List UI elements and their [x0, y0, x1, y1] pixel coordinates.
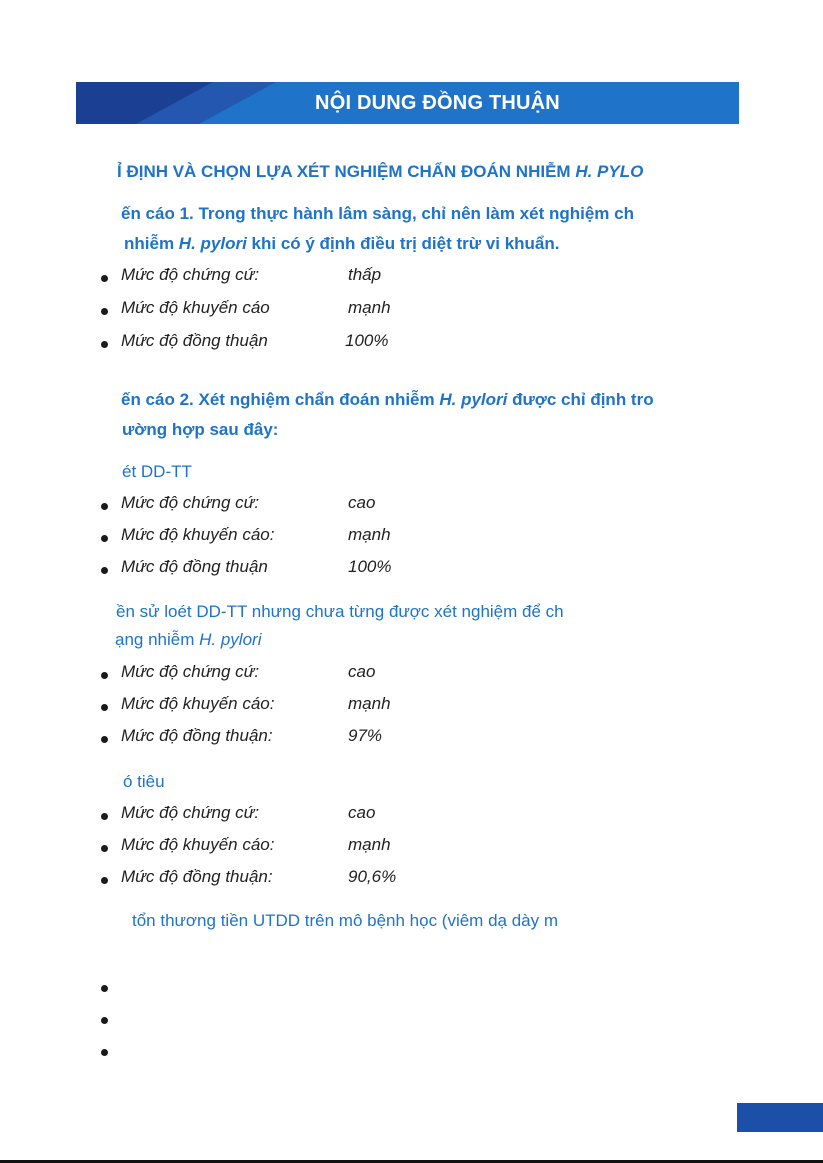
case2-title-line2-italic: H. pylori	[199, 630, 262, 649]
rating-label: Mức độ đồng thuận	[121, 331, 268, 350]
bullet-icon	[101, 567, 108, 574]
rating-label: Mức độ đồng thuận:	[121, 726, 273, 745]
bullet-icon	[101, 1049, 108, 1056]
rating-label: Mức độ đồng thuận:	[121, 867, 273, 886]
page-number-tab	[737, 1103, 823, 1132]
rating-value: mạnh	[348, 525, 391, 544]
rec1-line2	[124, 234, 560, 254]
bullet-icon	[101, 503, 108, 510]
rec1-line2-suffix: khi có ý định điều trị diệt trừ vi khuẩn.	[246, 234, 560, 253]
rating-label: Mức độ khuyến cáo:	[121, 835, 275, 854]
bullet-icon	[101, 1017, 108, 1024]
bullet-icon	[101, 736, 108, 743]
rating-value: 100%	[345, 331, 389, 350]
rating-value: thấp	[348, 265, 382, 284]
rating-label: Mức độ chứng cứ:	[121, 493, 260, 512]
case4-bullet-2	[100, 1007, 500, 1031]
rec1-line2-text: nhiễm	[124, 234, 179, 253]
case3-rating-recommendation	[100, 835, 500, 859]
rating-value: cao	[348, 662, 376, 681]
rating-label: Mức độ chứng cứ:	[121, 662, 260, 681]
bullet-icon	[101, 535, 108, 542]
rating-label: Mức độ chứng cứ:	[121, 803, 260, 822]
case2-title-line2-text: ạng nhiễm	[115, 630, 200, 649]
case2-title-line2	[115, 630, 261, 650]
rec1-rating-recommendation	[100, 298, 500, 322]
rec1-line1: ến cáo 1. Trong thực hành lâm sàng, chỉ nên làm xét nghiệm ch	[121, 204, 634, 223]
section-heading	[117, 162, 643, 182]
rating-label: Mức độ khuyến cáo:	[121, 525, 275, 544]
case2-title: ền sử loét DD-TT nhưng chưa từng được xét nghiệm để ch	[116, 602, 564, 621]
rec2-line1-italic: H. pylori	[439, 390, 508, 409]
rec1-rating-evidence	[100, 265, 500, 289]
case1-rating-recommendation	[100, 525, 500, 549]
case1-title: ét DD-TT	[122, 462, 192, 481]
rating-value: cao	[348, 493, 376, 512]
rating-value: 97%	[348, 726, 383, 745]
bullet-icon	[101, 672, 108, 679]
rating-value: mạnh	[348, 835, 391, 854]
case3-title: ó tiêu	[123, 772, 165, 791]
bullet-icon	[101, 341, 108, 348]
case2-rating-consensus	[100, 726, 500, 750]
rating-label: Mức độ chứng cứ:	[121, 265, 260, 284]
rating-value: mạnh	[348, 694, 391, 713]
rating-label: Mức độ khuyến cáo	[121, 298, 270, 317]
section-heading-text: Ỉ ĐỊNH VÀ CHỌN LỰA XÉT NGHIỆM CHẨN ĐOÁN NHIỄM	[117, 162, 576, 181]
rating-label: Mức độ khuyến cáo:	[121, 694, 275, 713]
rec2-line1	[121, 390, 654, 410]
bullet-icon	[101, 845, 108, 852]
case4-bullet-1	[100, 975, 500, 999]
rec1-rating-consensus	[100, 331, 500, 355]
bullet-icon	[101, 704, 108, 711]
rec1-line2-italic: H. pylori	[178, 234, 247, 253]
rating-label: Mức độ đồng thuận	[121, 557, 268, 576]
rating-value: mạnh	[348, 298, 391, 317]
case4-title: tổn thương tiền UTDD trên mô bệnh học (viêm dạ dày m	[132, 911, 558, 930]
case2-rating-recommendation	[100, 694, 500, 718]
rating-value: 90,6%	[348, 867, 397, 886]
bullet-icon	[101, 877, 108, 884]
bullet-icon	[101, 275, 108, 282]
bullet-icon	[101, 985, 108, 992]
case4-bullet-3	[100, 1039, 500, 1063]
case2-rating-evidence	[100, 662, 500, 686]
case3-rating-evidence	[100, 803, 500, 827]
rec2-line1-suffix: được chỉ định tro	[507, 390, 654, 409]
section-heading-italic: H. PYLO	[575, 162, 644, 181]
case1-rating-consensus	[100, 557, 500, 581]
rec2-line1-text: ến cáo 2. Xét nghiệm chẩn đoán nhiễm	[121, 390, 440, 409]
case1-rating-evidence	[100, 493, 500, 517]
banner-title: NỘI DUNG ĐỒNG THUẬN	[315, 92, 560, 114]
rating-value: cao	[348, 803, 376, 822]
bullet-icon	[101, 308, 108, 315]
case3-rating-consensus	[100, 867, 500, 891]
bullet-icon	[101, 813, 108, 820]
rec2-line2: ường hợp sau đây:	[122, 420, 279, 439]
section-banner	[76, 82, 739, 124]
rating-value: 100%	[348, 557, 392, 576]
